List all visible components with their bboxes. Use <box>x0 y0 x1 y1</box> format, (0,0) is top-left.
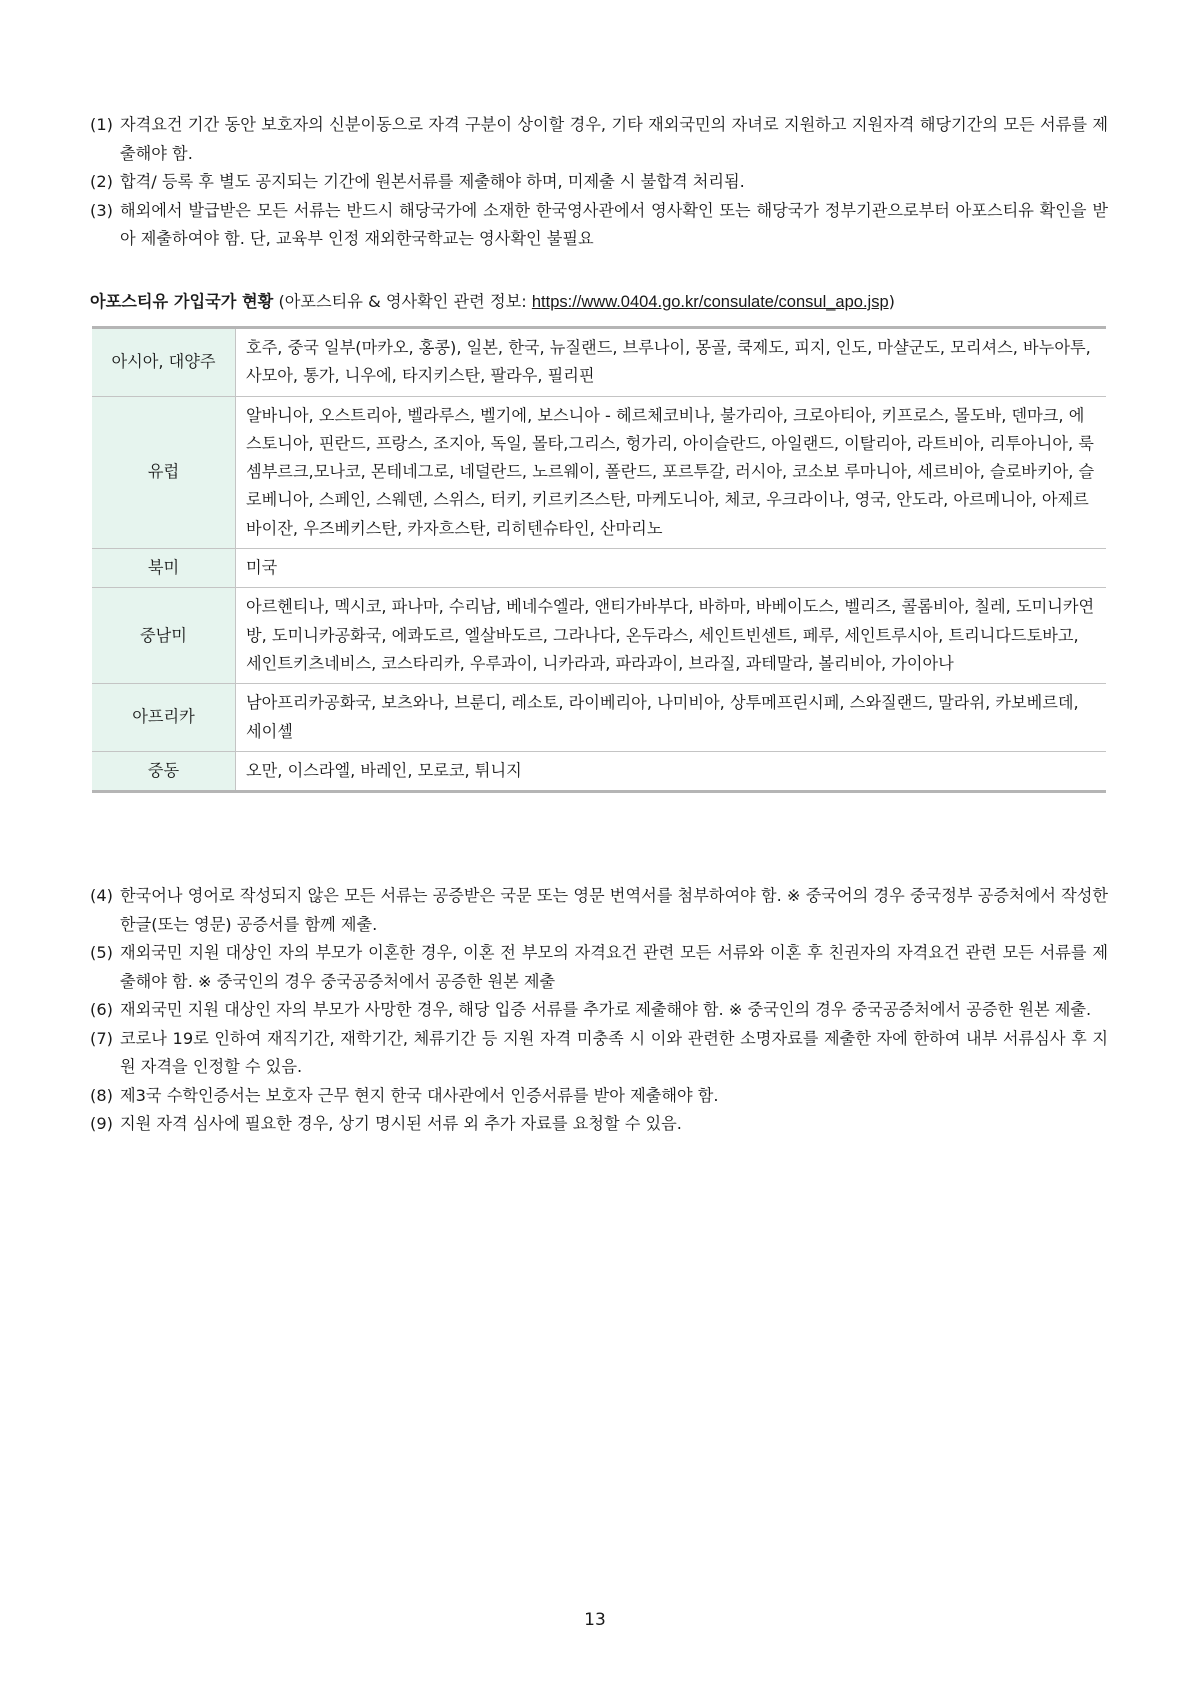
note-text: 지원 자격 심사에 필요한 경우, 상기 명시된 서류 외 추가 자료를 요청할 수 있음. <box>120 1114 682 1133</box>
table-row <box>92 396 1106 548</box>
table-row <box>92 684 1106 752</box>
region-name: 유럽 <box>92 396 236 548</box>
note-item <box>90 939 1108 996</box>
section-title: 아포스티유 가입국가 현황 <box>90 292 274 311</box>
section-subtitle-suffix: ) <box>888 292 895 311</box>
note-number: (2) <box>90 172 113 191</box>
notes-top <box>90 111 1108 254</box>
region-name: 중동 <box>92 751 236 791</box>
table-row <box>92 588 1106 684</box>
apostille-section-heading <box>90 291 1108 313</box>
region-countries: 알바니아, 오스트리아, 벨라루스, 벨기에, 보스니아 - 헤르체코비나, 불가리아, 크로아티아, 키프로스, 몰도바, 덴마크, 에스토니아, 핀란드, 프랑스, 조지아, 독일, 몰타,그리스, 헝가리, 아이슬란드, 아일랜드, 이탈리아, 라트비아, 리투아니아, 룩셈부르크,모나코, 몬테네그로, 네덜란드, 노르웨이, 폴란드, 포르투갈, 러시아, 코소보 루마니아, 세르비아, 슬로바키아, 슬로베니아, 스페인, 스웨덴, 스위스, 터키, 키르키즈스탄, 마케도니아, 체코, 우크라이나, 영국, 안도라, 아르메니아, 아제르바이잔, 우즈베키스탄, 카자흐스탄, 리히텐슈타인, 산마리노 <box>236 396 1107 548</box>
note-number: (4) <box>90 886 113 905</box>
region-countries: 오만, 이스라엘, 바레인, 모로코, 튀니지 <box>246 760 522 780</box>
note-text: 재외국민 지원 대상인 자의 부모가 사망한 경우, 해당 입증 서류를 추가로 제출해야 함. ※ 중국인의 경우 중국공증처에서 공증한 원본 제출. <box>120 1000 1092 1019</box>
page-number: 13 <box>584 1610 606 1630</box>
section-subtitle-prefix: (아포스티유 & 영사확인 관련 정보: <box>278 292 532 311</box>
consulate-info-link[interactable]: https://www.0404.go.kr/consulate/consul_apo.jsp <box>531 293 889 311</box>
note-text: 한국어나 영어로 작성되지 않은 모든 서류는 공증받은 국문 또는 영문 번역서를 첨부하여야 함. ※ 중국어의 경우 중국정부 공증처에서 작성한 한글(또는 영문) 공증서를 함께 제출. <box>120 886 1108 934</box>
note-text: 합격/ 등록 후 별도 공지되는 기간에 원본서류를 제출해야 하며, 미제출 시 불합격 처리됨. <box>120 172 745 191</box>
note-item <box>90 1025 1108 1082</box>
note-number: (8) <box>90 1085 113 1105</box>
note-item <box>90 1110 1108 1139</box>
note-text: 코로나 19로 인하여 재직기간, 재학기간, 체류기간 등 지원 자격 미충족 시 이와 관련한 소명자료를 제출한 자에 한하여 내부 서류심사 후 지원 자격을 인정할 수 있음. <box>120 1028 1108 1076</box>
note-item <box>90 996 1108 1025</box>
region-name: 북미 <box>92 549 236 588</box>
region-countries: 미국 <box>236 549 1107 588</box>
note-text: 제3국 수학인증서는 보호자 근무 현지 한국 대사관에서 인증서류를 받아 제출해야 함. <box>120 1085 719 1105</box>
region-countries: 호주, 중국 일부(마카오, 홍콩), 일본, 한국, 뉴질랜드, 브루나이, 몽골, 쿡제도, 피지, 인도, 마샬군도, 모리셔스, 바누아투, 사모아, 통가, 니우에, 타지키스탄, 팔라우, 필리핀 <box>236 328 1107 397</box>
table-row <box>92 328 1106 397</box>
table-row <box>92 751 1106 791</box>
note-text: 재외국민 지원 대상인 자의 부모가 이혼한 경우, 이혼 전 부모의 자격요건 관련 모든 서류와 이혼 후 친권자의 자격요건 관련 모든 서류를 제출해야 함. ※ 중국인의 경우 중국공증처에서 공증한 원본 제출 <box>120 943 1108 991</box>
note-text: 해외에서 발급받은 모든 서류는 반드시 해당국가에 소재한 한국영사관에서 영사확인 또는 해당국가 정부기관으로부터 아포스티유 확인을 받아 제출하여야 함. 단, 교육부 인정 재외한국학교는 영사확인 불필요 <box>120 200 1108 248</box>
note-item <box>90 168 1108 197</box>
note-item <box>90 1082 1108 1111</box>
notes-bottom <box>90 882 1108 1139</box>
note-number: (3) <box>90 200 113 220</box>
note-number: (5) <box>90 943 113 962</box>
table-row <box>92 549 1106 588</box>
region-name: 아프리카 <box>92 684 236 752</box>
region-countries: 남아프리카공화국, 보츠와나, 브룬디, 레소토, 라이베리아, 나미비아, 상투메프린시페, 스와질랜드, 말라위, 카보베르데, 세이셸 <box>236 684 1107 752</box>
note-number: (6) <box>90 1000 113 1019</box>
region-countries: 아르헨티나, 멕시코, 파나마, 수리남, 베네수엘라, 앤티가바부다, 바하마, 바베이도스, 벨리즈, 콜롬비아, 칠레, 도미니카연방, 도미니카공화국, 에콰도르, 엘살바도르, 그라나다, 온두라스, 세인트빈센트, 페루, 세인트루시아, 트리니다드토바고, 세인트키츠네비스, 코스타리카, 우루과이, 니카라과, 파라과이, 브라질, 과테말라, 볼리비아, 가이아나 <box>236 588 1107 684</box>
apostille-countries-table <box>92 326 1106 793</box>
note-item <box>90 882 1108 939</box>
region-name: 아시아, 대양주 <box>92 328 236 397</box>
note-item <box>90 197 1108 254</box>
note-number: (9) <box>90 1114 113 1133</box>
note-text: 자격요건 기간 동안 보호자의 신분이동으로 자격 구분이 상이할 경우, 기타 재외국민의 자녀로 지원하고 지원자격 해당기간의 모든 서류를 제출해야 함. <box>120 115 1108 163</box>
note-item <box>90 111 1108 168</box>
note-number: (7) <box>90 1028 113 1048</box>
region-name: 중남미 <box>92 588 236 684</box>
note-number: (1) <box>90 115 113 134</box>
